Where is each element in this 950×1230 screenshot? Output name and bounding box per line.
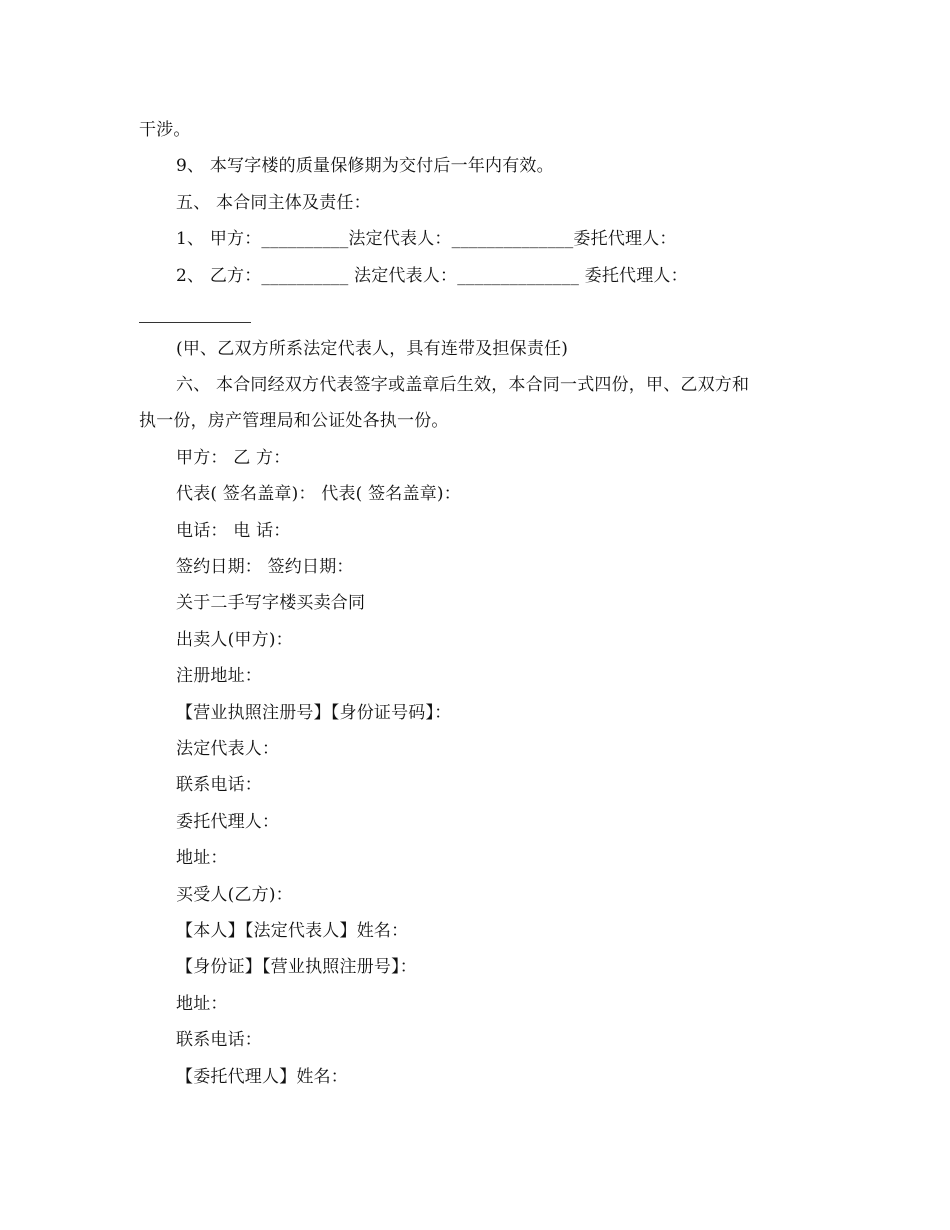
buyer-phone: 联系电话：	[176, 1030, 262, 1050]
paragraph-continuation: 干涉。	[139, 120, 191, 140]
contract-title: 关于二手写字楼买卖合同	[176, 593, 366, 613]
buyer-address: 地址：	[176, 994, 228, 1014]
joint-liability-note: (甲、乙双方所系法定代表人，具有连带及担保责任)	[176, 339, 569, 359]
seller-address: 地址：	[176, 848, 228, 868]
party-b-line: 2、 乙方：__________ 法定代表人：______________ 委托代理人：	[176, 266, 688, 286]
seller-agent: 委托代理人：	[176, 812, 280, 832]
buyer-name: 【本人】【法定代表人】姓名：	[176, 921, 409, 941]
buyer-heading: 买受人(乙方)：	[176, 885, 293, 905]
seller-phone: 联系电话：	[176, 775, 262, 795]
seller-license-id: 【营业执照注册号】【身份证号码】：	[176, 703, 452, 723]
buyer-agent-name: 【委托代理人】姓名：	[176, 1067, 348, 1087]
signature-parties: 甲方： 乙 方：	[176, 448, 291, 468]
clause-9: 9、 本写字楼的质量保修期为交付后一年内有效。	[176, 156, 554, 176]
seller-legal-rep: 法定代表人：	[176, 739, 280, 759]
buyer-id: 【身份证】【营业执照注册号】：	[176, 957, 417, 977]
signature-representatives: 代表( 签名盖章)： 代表( 签名盖章)：	[176, 484, 461, 504]
signature-dates: 签约日期： 签约日期：	[176, 557, 354, 577]
signature-phones: 电话： 电 话：	[176, 521, 291, 541]
blank-underline	[139, 322, 251, 323]
section-6-clause: 六、 本合同经双方代表签字或盖章后生效，本合同一式四份，甲、乙双方和	[176, 375, 750, 395]
seller-heading: 出卖人(甲方)：	[176, 630, 293, 650]
section-6-continuation: 执一份，房产管理局和公证处各执一份。	[139, 411, 449, 431]
seller-registered-address: 注册地址：	[176, 666, 262, 686]
party-a-line: 1、 甲方：__________法定代表人：______________委托代理人：	[176, 229, 677, 249]
section-5-heading: 五、 本合同主体及责任：	[176, 193, 371, 213]
